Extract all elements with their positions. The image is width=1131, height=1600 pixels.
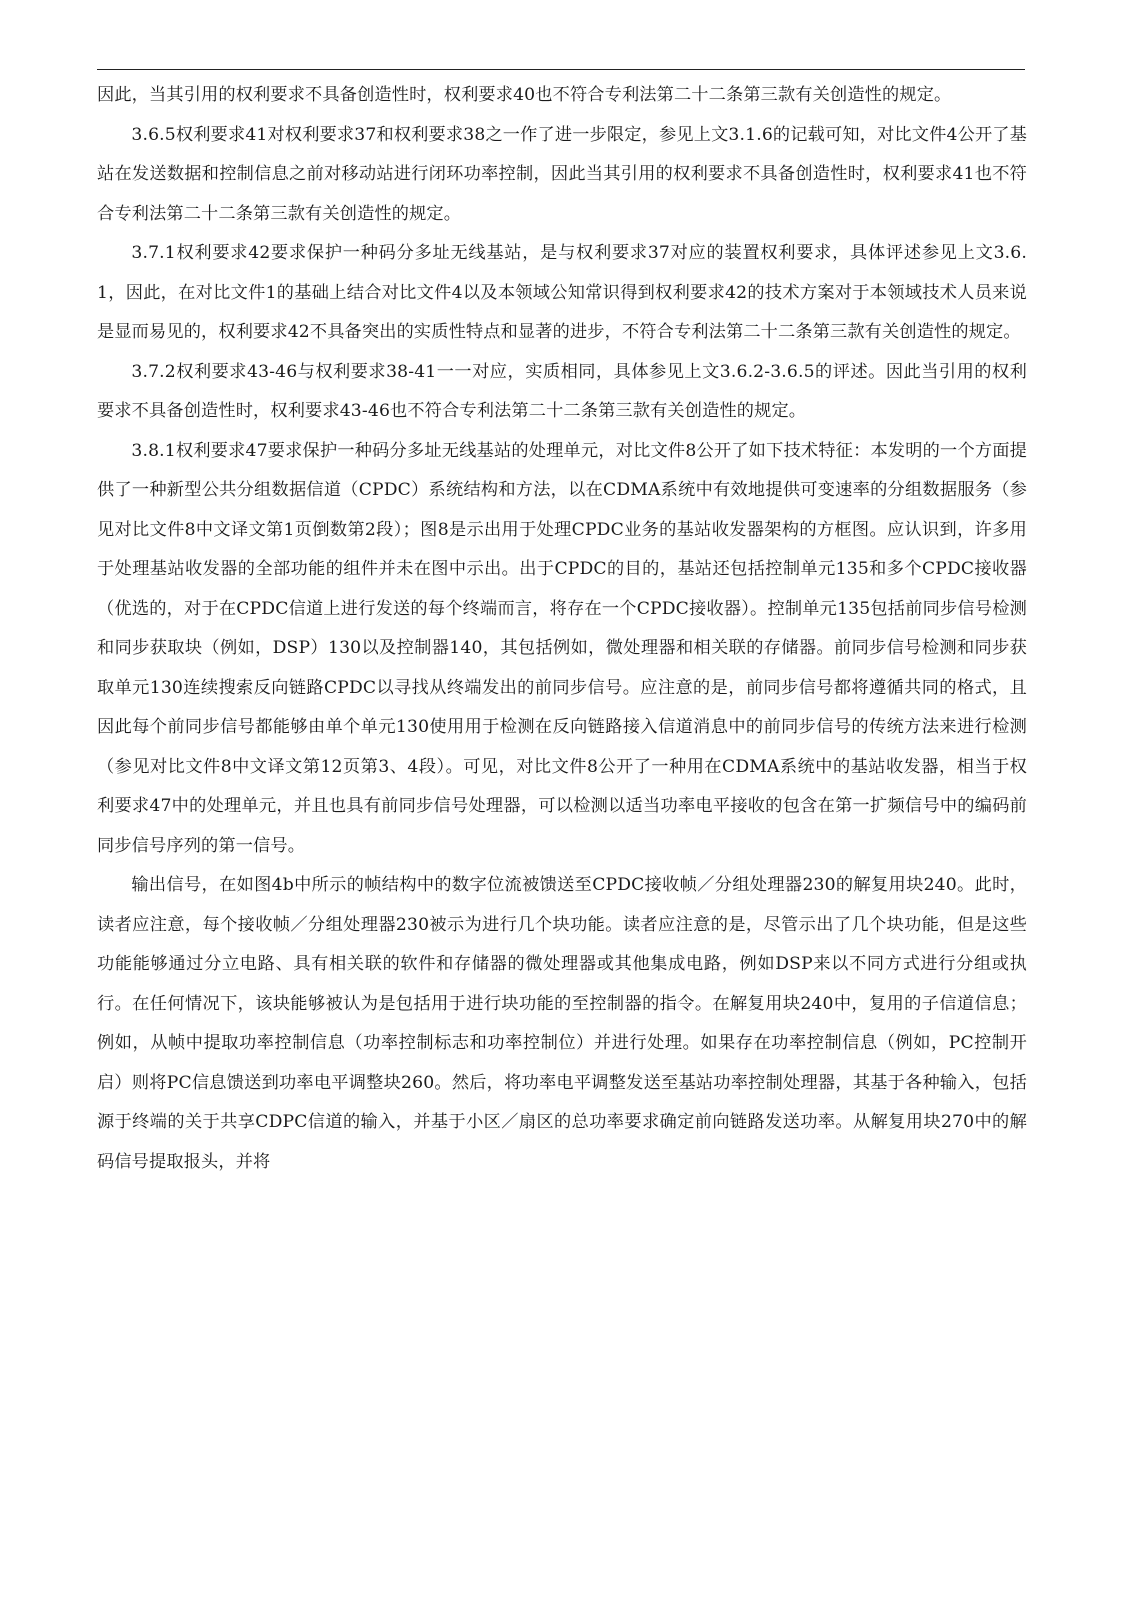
paragraph-2: 3.6.5权利要求41对权利要求37和权利要求38之一作了进一步限定，参见上文3.1.6的记载可知，对比文件4公开了基站在发送数据和控制信息之前对移动站进行闭环功率控制，因此当其引用的权利要求不具备创造性时，权利要求41也不符合专利法第二十二条第三款有关创造性的规定。: [97, 124, 1027, 224]
paragraph-4: 3.7.2权利要求43-46与权利要求38-41一一对应，实质相同，具体参见上文3.6.2-3.6.5的评述。因此当引用的权利要求不具备创造性时，权利要求43-46也不符合专利法第二十二条第三款有关创造性的规定。: [97, 361, 1027, 421]
header-rule: [97, 69, 1025, 70]
paragraph-6: 输出信号，在如图4b中所示的帧结构中的数字位流被馈送至CPDC接收帧／分组处理器230的解复用块240。此时，读者应注意，每个接收帧／分组处理器230被示为进行几个块功能。读者应注意的是，尽管示出了几个块功能，但是这些功能能够通过分立电路、具有相关联的软件和存储器的微处理器或其他集成电路，例如DSP来以不同方式进行分组或执行。在任何情况下，该块能够被认为是包括用于进行块功能的至控制器的指令。在解复用块240中，复用的子信道信息；例如，从帧中提取功率控制信息（功率控制标志和功率控制位）并进行处理。如果存在功率控制信息（例如，PC控制开启）则将PC信息馈送到功率电平调整块260。然后，将功率电平调整发送至基站功率控制处理器，其基于各种输入，包括源于终端的关于共享CDPC信道的输入，并基于小区／扇区的总功率要求确定前向链路发送功率。从解复用块270中的解码信号提取报头，并将: [97, 875, 1027, 1172]
paragraph-1: 因此，当其引用的权利要求不具备创造性时，权利要求40也不符合专利法第二十二条第三款有关创造性的规定。: [97, 85, 952, 105]
document-body: [97, 76, 1027, 1182]
paragraph-3: 3.7.1权利要求42要求保护一种码分多址无线基站，是与权利要求37对应的装置权利要求，具体评述参见上文3.6.1，因此，在对比文件1的基础上结合对比文件4以及本领域公知常识得到权利要求42的技术方案对于本领域技术人员来说是显而易见的，权利要求42不具备突出的实质性特点和显著的进步，不符合专利法第二十二条第三款有关创造性的规定。: [97, 243, 1027, 342]
paragraph-5: 3.8.1权利要求47要求保护一种码分多址无线基站的处理单元，对比文件8公开了如下技术特征：本发明的一个方面提供了一种新型公共分组数据信道（CPDC）系统结构和方法，以在CDMA系统中有效地提供可变速率的分组数据服务（参见对比文件8中文译文第1页倒数第2段）；图8是示出用于处理CPDC业务的基站收发器架构的方框图。应认识到，许多用于处理基站收发器的全部功能的组件并未在图中示出。出于CPDC的目的，基站还包括控制单元135和多个CPDC接收器（优选的，对于在CPDC信道上进行发送的每个终端而言，将存在一个CPDC接收器）。控制单元135包括前同步信号检测和同步获取块（例如，DSP）130以及控制器140，其包括例如，微处理器和相关联的存储器。前同步信号检测和同步获取单元130连续搜索反向链路CPDC以寻找从终端发出的前同步信号。应注意的是，前同步信号都将遵循共同的格式，且因此每个前同步信号都能够由单个单元130使用用于检测在反向链路接入信道消息中的前同步信号的传统方法来进行检测（参见对比文件8中文译文第12页第3、4段）。可见，对比文件8公开了一种用在CDMA系统中的基站收发器，相当于权利要求47中的处理单元，并且也具有前同步信号处理器，可以检测以适当功率电平接收的包含在第一扩频信号中的编码前同步信号序列的第一信号。: [97, 440, 1027, 856]
